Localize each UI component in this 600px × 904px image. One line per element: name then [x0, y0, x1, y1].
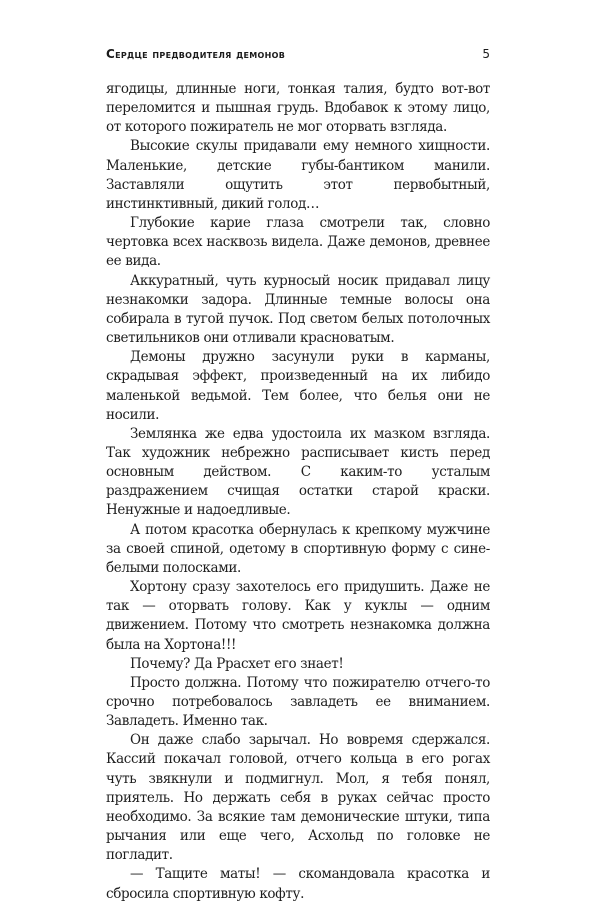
paragraph-12: — Тащите маты! — скомандовала красотка и сбросила спортивную кофту. — [106, 866, 490, 902]
running-title: Сердце предводителя демонов — [106, 47, 286, 61]
paragraph-7: А потом красотка обернулась к крепкому мужчине за своей спиной, одетому в спортивную форму с сине-белыми полосками. — [106, 521, 490, 576]
page-number: 5 — [482, 47, 490, 61]
body-text — [106, 80, 490, 904]
paragraph-4: Аккуратный, чуть курносый носик придавал лицу незнакомки задора. Длинные темные волосы она собирала в тугой пучок. Под светом белых потолочных светильников они отливали красноватым. — [106, 272, 490, 347]
paragraph-3: Глубокие карие глаза смотрели так, словно чертовка всех насквозь видела. Даже демонов, древнее ее вида. — [106, 215, 490, 270]
paragraph-10: Просто должна. Потому что пожирателю отчего-то срочно потребовалось завладеть ее вниманием. Завладеть. Именно так. — [106, 674, 490, 730]
paragraph-11: Он даже слабо зарычал. Но вовремя сдержался. Кассий покачал головой, отчего кольца в его рогах чуть звякнули и подмигнул. Мол, я тебя понял, приятель. Но держать себя в руках сейчас просто необходимо. За всякие там демонические штуки, типа рычания или еще чего, Асхольд по головке не погладит. — [106, 732, 490, 864]
paragraph-8: Хортону сразу захотелось его придушить. Даже не так — оторвать голову. Как у куклы — одним движением. Потому что смотреть незнакомка должна была на Хортона!!! — [106, 579, 490, 653]
paragraph-6: Землянка же едва удостоила их мазком взгляда. Так художник небрежно расписывает кисть перед основным действом. С каким-то усталым раздражением счищая остатки старой краски. Ненужные и надоедливые. — [106, 425, 490, 519]
paragraph-9: Почему? Да Ррасхет его знает! — [130, 655, 344, 672]
running-header — [106, 47, 490, 69]
paragraph-1: ягодицы, длинные ноги, тонкая талия, будто вот-вот переломится и пышная грудь. Вдобавок к этому лицо, от которого пожиратель не мог оторвать взгляда. — [106, 81, 490, 136]
paragraph-5: Демоны дружно засунули руки в карманы, скрадывая эффект, произведенный на их либидо маленькой ведьмой. Тем более, что белья они не носили. — [106, 349, 490, 423]
paragraph-2: Высокие скулы придавали ему немного хищности. Маленькие, детские губы-бантиком манили. Заставляли ощутить этот первобытный, инстинктивный, дикий голод… — [106, 138, 490, 212]
